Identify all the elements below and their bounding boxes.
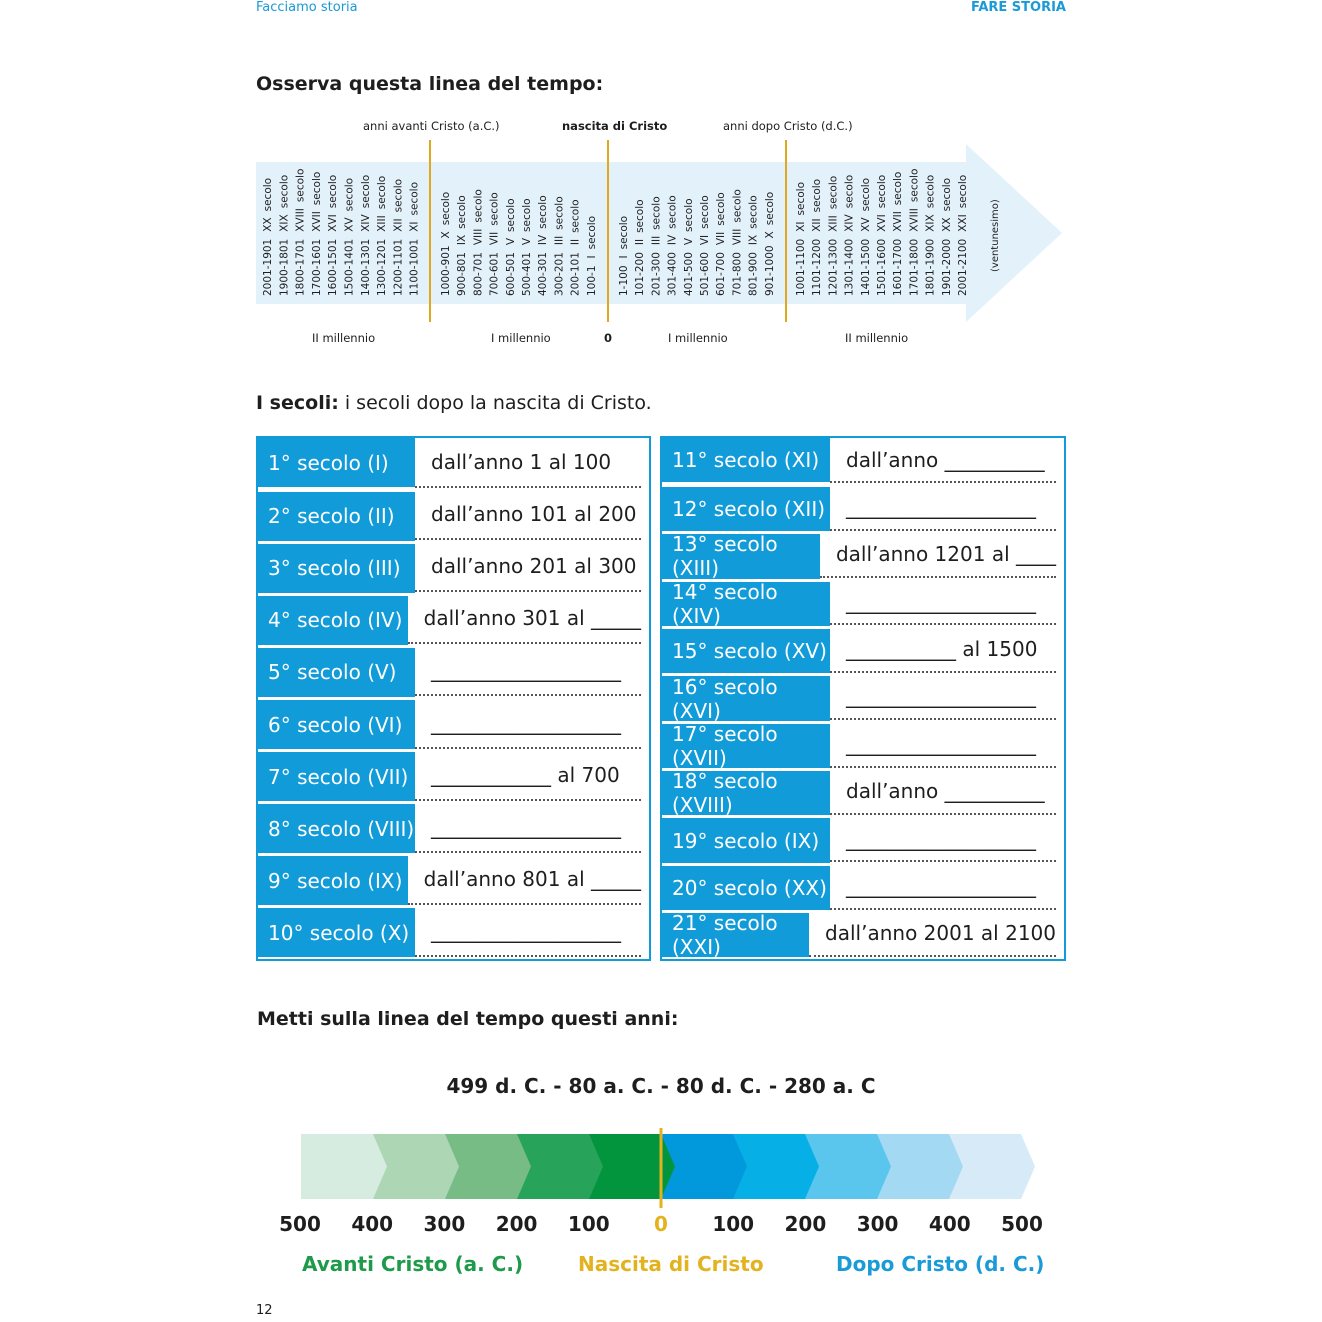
right-table-year-range: ___________ al 1500 [830, 627, 1056, 672]
right-table-century-label: 13° secolo (XIII) [662, 534, 820, 578]
right-table-row [662, 817, 1064, 864]
left-table-year-range: ___________________ [415, 646, 641, 696]
right-table-century-label: 15° secolo (XV) [662, 629, 830, 673]
left-table-year-range: dall’anno 1 al 100 [415, 438, 641, 488]
timeline-century-bc_ii-2: 1800-1701XVIIIsecolo [294, 168, 307, 296]
left-table-century-label: 7° secolo (VII) [258, 752, 415, 801]
timeline-century-ad_ii-5: 1501-1600XVIsecolo [876, 174, 888, 296]
scale-numbers [0, 1212, 1322, 1242]
scale-number: 100 [567, 1212, 610, 1236]
left-table-row [258, 490, 649, 542]
right-table-row [662, 722, 1064, 769]
timeline-century-bc_ii-3: 1700-1601XVIIsecolo [310, 171, 323, 296]
timeline-century-bc_ii-6: 1400-1301XIVsecolo [359, 174, 372, 296]
centuries-title-rest: i secoli dopo la nascita di Cristo. [338, 392, 652, 414]
timeline-extra-label: (ventunesimo) [990, 199, 1001, 272]
left-table-row [258, 907, 649, 959]
timeline-century-bc_ii-5: 1500-1401XVsecolo [343, 177, 356, 296]
right-table-year-range: ___________________ [830, 722, 1056, 767]
years-to-place: 499 d. C. - 80 a. C. - 80 d. C. - 280 a. C [446, 1074, 876, 1098]
timeline-century-bc_ii-1: 1900-1801XIXsecolo [278, 174, 291, 296]
label-avanti-cristo: Avanti Cristo (a. C.) [302, 1252, 524, 1276]
right-table-century-label: 20° secolo (XX) [662, 866, 830, 910]
colored-scale [0, 1120, 1322, 1220]
timeline-century-bc_i-2: 800-701VIIIsecolo [472, 189, 485, 296]
timeline-century-bc_i-6: 400-301IVsecolo [537, 195, 550, 296]
right-table-century-label: 11° secolo (XI) [662, 438, 830, 482]
right-table-year-range: dall’anno 2001 al 2100 [809, 912, 1056, 957]
timeline-century-ad_i-8: 801-900IXsecolo [747, 195, 760, 296]
left-table-row [258, 646, 649, 698]
left-table-row [258, 699, 649, 751]
right-table-row [662, 580, 1064, 627]
left-table-century-label: 1° secolo (I) [258, 438, 415, 487]
millennium-bc-ii: II millennio [312, 331, 376, 345]
timeline-century-ad_ii-2: 1201-1300XIIIsecolo [827, 175, 840, 296]
timeline-century-bc_i-0: 1000-901Xsecolo [440, 191, 452, 296]
timeline-century-ad_ii-8: 1801-1900XIXsecolo [924, 174, 937, 296]
right-table-year-range: ___________________ [830, 817, 1056, 862]
left-table-century-label: 8° secolo (VIII) [258, 804, 415, 853]
left-table-year-range: dall’anno 101 al 200 [415, 490, 641, 540]
right-table-century-label: 14° secolo (XIV) [662, 582, 830, 626]
left-table-century-label: 5° secolo (V) [258, 648, 415, 697]
millennium-ad-i: I millennio [668, 331, 728, 345]
left-table-row [258, 803, 649, 855]
left-table-year-range: ___________________ [415, 803, 641, 853]
right-table-row [662, 912, 1064, 959]
left-table-year-range: ___________________ [415, 907, 641, 957]
timeline-century-bc_i-1: 900-801IXsecolo [456, 195, 469, 296]
timeline-century-ad_ii-4: 1401-1500XVsecolo [859, 177, 872, 296]
left-table-year-range: ____________ al 700 [415, 751, 641, 801]
timeline-century-bc_i-8: 200-101IIsecolo [569, 199, 582, 296]
right-table-century-label: 18° secolo (XVIII) [662, 771, 830, 815]
left-table-century-label: 2° secolo (II) [258, 492, 415, 541]
left-table-row [258, 855, 649, 907]
timeline-century-bc_i-5: 500-401Vsecolo [521, 198, 533, 296]
timeline-century-ad_ii-1: 1101-1200XIIsecolo [811, 178, 824, 296]
timeline-century-ad_i-0: 1-100Isecolo [618, 215, 630, 296]
right-table-year-range: ___________________ [830, 864, 1056, 909]
scale-number: 300 [423, 1212, 466, 1236]
timeline-century-bc_i-9: 100-1Isecolo [585, 215, 598, 296]
section-title-timeline: Osserva questa linea del tempo: [256, 73, 604, 95]
timeline-century-ad_ii-9: 1901-2000XXsecolo [940, 177, 953, 296]
label-nascita-di-cristo: Nascita di Cristo [578, 1252, 764, 1276]
scale-number: 500 [279, 1212, 321, 1236]
right-table-year-range: ___________________ [830, 485, 1056, 530]
right-table-row [662, 627, 1064, 674]
right-table-year-range: ___________________ [830, 675, 1056, 720]
timeline-century-ad_i-6: 601-700VIIsecolo [715, 192, 728, 296]
centuries-title-bold: I secoli: [256, 392, 339, 414]
scale-number: 0 [654, 1212, 668, 1236]
timeline-century-ad_i-1: 101-200IIsecolo [634, 199, 647, 296]
millennium-ad-ii: II millennio [845, 331, 909, 345]
timeline-century-ad_i-4: 401-500Vsecolo [682, 198, 695, 296]
timeline-century-bc_i-3: 700-601VIIsecolo [488, 192, 501, 296]
right-table-year-range: ___________________ [830, 580, 1056, 625]
scale-chevrons [301, 1134, 1035, 1199]
label-dopo-cristo: Dopo Cristo (d. C.) [836, 1252, 1045, 1276]
timeline-century-bc_ii-8: 1200-1101XIIsecolo [392, 178, 405, 296]
section-title-place-years: Metti sulla linea del tempo questi anni: [257, 1008, 679, 1030]
timeline-century-bc_i-7: 300-201IIIsecolo [553, 196, 566, 296]
timeline-century-bc_i-4: 600-501Vsecolo [504, 198, 517, 296]
scale-number: 200 [495, 1212, 538, 1236]
right-table-century-label: 17° secolo (XVII) [662, 724, 830, 768]
scale-number: 400 [351, 1212, 394, 1236]
left-table-century-label: 9° secolo (IX) [258, 856, 408, 905]
left-table-year-range: dall’anno 801 al _____ [408, 855, 641, 905]
section-title-centuries [256, 392, 652, 414]
right-table-row [662, 485, 1064, 532]
left-table-century-label: 4° secolo (IV) [258, 596, 408, 645]
scale-number: 400 [928, 1212, 971, 1236]
timeline-century-ad_i-2: 201-300IIIsecolo [650, 196, 663, 296]
running-header-left: Facciamo storia [256, 0, 358, 15]
left-table-century-label: 3° secolo (III) [258, 544, 415, 593]
right-table-century-label: 12° secolo (XII) [662, 487, 830, 531]
page-number: 12 [256, 1303, 273, 1318]
right-table-century-label: 21° secolo (XXI) [662, 913, 809, 957]
centuries-table-right [660, 436, 1066, 961]
timeline-label-birth: nascita di Cristo [562, 119, 668, 133]
timeline-label-ad: anni dopo Cristo (d.C.) [723, 119, 853, 133]
scale-segment-0 [301, 1134, 387, 1199]
timeline-century-ad_ii-7: 1701-1800XVIIIsecolo [908, 168, 921, 296]
right-table-year-range: dall’anno 1201 al ____ [820, 533, 1056, 578]
running-header-right: FARE STORIA [970, 0, 1066, 15]
left-table-year-range: ___________________ [415, 699, 641, 749]
right-table-century-label: 19° secolo (IX) [662, 818, 830, 862]
timeline-century-bc_ii-7: 1300-1201XIIIsecolo [376, 175, 389, 296]
left-table-year-range: dall’anno 301 al _____ [408, 594, 641, 644]
left-table-year-range: dall’anno 201 al 300 [415, 542, 641, 592]
right-table-row [662, 438, 1064, 485]
left-table-row [258, 542, 649, 594]
right-table-row [662, 864, 1064, 911]
right-table-century-label: 16° secolo (XVI) [662, 676, 830, 720]
timeline-diagram [0, 0, 1322, 360]
timeline-century-bc_ii-4: 1600-1501XVIsecolo [327, 174, 340, 296]
timeline-century-ad_ii-6: 1601-1700XVIIsecolo [892, 171, 905, 296]
left-table-row [258, 594, 649, 646]
timeline-century-ad_ii-10: 2001-2100XXIsecolo [957, 174, 969, 296]
scale-number: 200 [784, 1212, 827, 1236]
zero-label: 0 [604, 331, 613, 345]
left-table-century-label: 10° secolo (X) [258, 908, 415, 957]
timeline-century-ad_i-5: 501-600VIsecolo [699, 195, 711, 296]
right-table-row [662, 675, 1064, 722]
right-table-year-range: dall’anno __________ [830, 438, 1056, 483]
scale-number: 100 [712, 1212, 755, 1236]
millennium-bc-i: I millennio [491, 331, 551, 345]
timeline-label-bc: anni avanti Cristo (a.C.) [363, 119, 500, 133]
timeline-century-ad_ii-3: 1301-1400XIVsecolo [843, 174, 856, 296]
timeline-century-ad_i-3: 301-400IVsecolo [666, 195, 679, 296]
right-table-year-range: dall’anno __________ [830, 770, 1056, 815]
timeline-century-ad_i-7: 701-800VIIIsecolo [731, 189, 744, 296]
timeline-century-bc_ii-0: 2001-1901XXsecolo [262, 177, 274, 296]
left-table-row [258, 751, 649, 803]
scale-number: 500 [1001, 1212, 1043, 1236]
right-table-row [662, 770, 1064, 817]
left-table-century-label: 6° secolo (VI) [258, 700, 415, 749]
timeline-century-ad_i-9: 901-1000Xsecolo [763, 191, 776, 296]
left-table-row [258, 438, 649, 490]
timeline-century-bc_ii-9: 1100-1001XIsecolo [408, 182, 421, 296]
right-table-row [662, 533, 1064, 580]
centuries-table-left [256, 436, 651, 961]
scale-number: 300 [856, 1212, 899, 1236]
timeline-century-ad_ii-0: 1001-1100XIsecolo [795, 182, 807, 296]
